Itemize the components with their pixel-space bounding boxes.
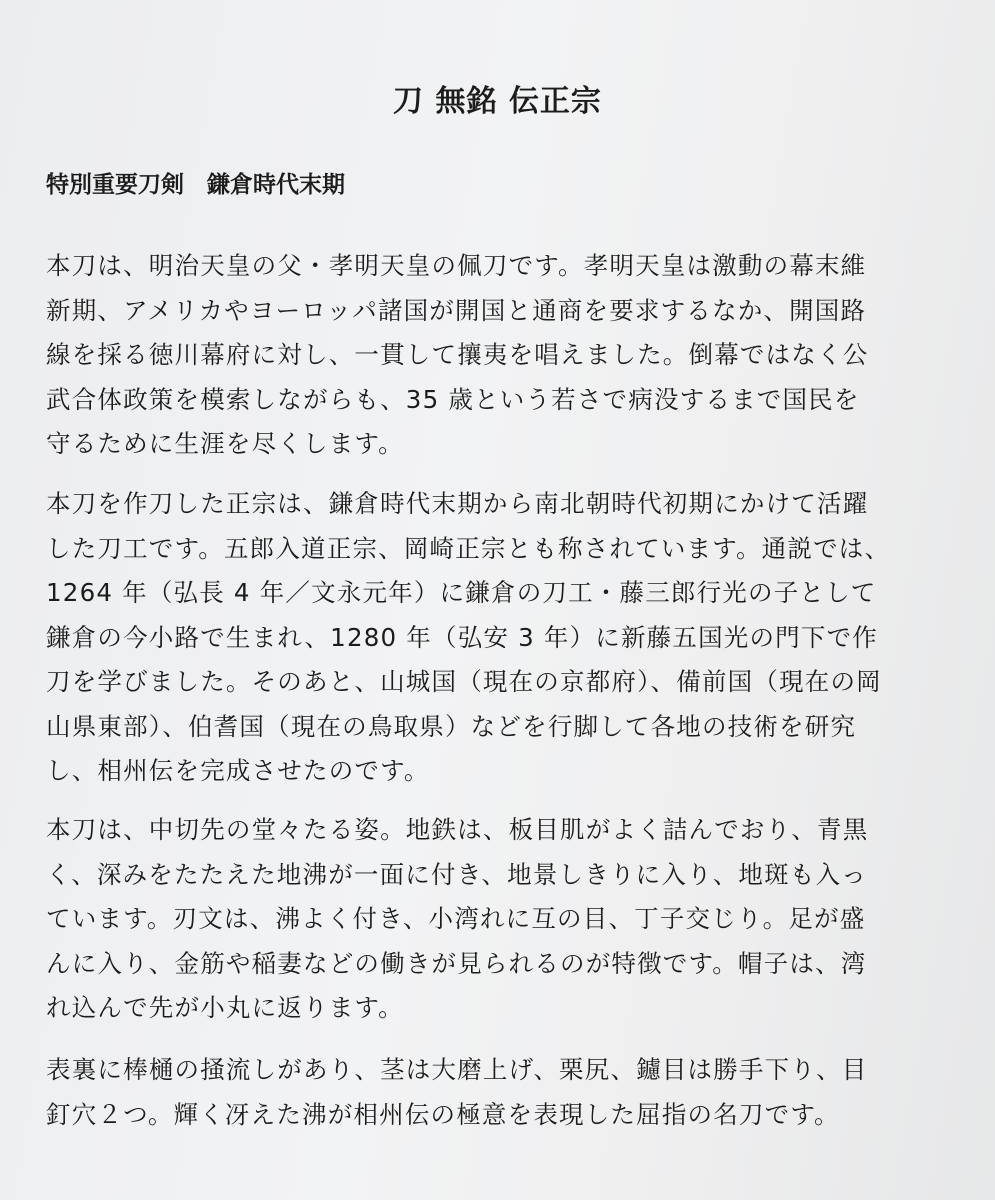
paragraph-line: 本刀は、中切先の堂々たる姿。地鉄は、板目肌がよく詰んでおり、青黒 [46, 815, 869, 844]
paragraph-line: 武合体政策を模索しながらも、35 歳という若さで病没するまで国民を [46, 384, 860, 414]
paragraph-1 [46, 244, 956, 467]
paragraph-line: 刀を学びました。そのあと、山城国（現在の京都府）、備前国（現在の岡 [46, 667, 882, 696]
paragraph-4 [46, 1048, 956, 1137]
paragraph-line: れ込んで先が小丸に返ります。 [46, 993, 404, 1022]
paragraph-line: 守るために生涯を尽くします。 [46, 429, 404, 458]
paragraph-3 [46, 808, 956, 1031]
document-subtitle: 特別重要刀剣 鎌倉時代末期 [46, 172, 345, 198]
paragraph-line: 本刀を作刀した正宗は、鎌倉時代末期から南北朝時代初期にかけて活躍 [46, 489, 869, 518]
paragraph-line: 新期、アメリカやヨーロッパ諸国が開国と通商を要求するなか、開国路 [46, 295, 867, 325]
paragraph-line: 山県東部）、伯耆国（現在の鳥取県）などを行脚して各地の技術を研究 [46, 711, 857, 741]
paragraph-line: ています。刃文は、沸よく付き、小湾れに互の目、丁子交じり。足が盛 [46, 904, 866, 933]
paragraph-2 [46, 482, 956, 794]
paragraph-line: し、相州伝を完成させたのです。 [46, 756, 430, 785]
paragraph-line: 鎌倉の今小路で生まれ、1280 年（弘安 3 年）に新藤五国光の門下で作 [46, 622, 878, 652]
paragraph-line: んに入り、金筋や稲妻などの働きが見られるのが特徴です。帽子は、湾 [46, 948, 867, 978]
paragraph-line: く、深みをたたえた地沸が一面に付き、地景しきりに入り、地斑も入っ [46, 859, 867, 889]
paragraph-line: 本刀は、明治天皇の父・孝明天皇の佩刀です。孝明天皇は激動の幕末維 [46, 251, 867, 280]
document-title: 刀 無銘 伝正宗 [393, 84, 602, 119]
paragraph-line: 表裏に棒樋の掻流しがあり、茎は大磨上げ、栗尻、鑢目は勝手下り、目 [46, 1055, 868, 1084]
paragraph-line: 1264 年（弘長 4 年／文永元年）に鎌倉の刀工・藤三郎行光の子として [46, 578, 877, 607]
paragraph-line: 線を採る徳川幕府に対し、一貫して攘夷を唱えました。倒幕ではなく公 [46, 340, 869, 369]
paragraph-line: した刀工です。五郎入道正宗、岡崎正宗とも称されています。通説では、 [46, 533, 891, 563]
paragraph-line: 釘穴２つ。輝く冴えた沸が相州伝の極意を表現した屈指の名刀です。 [46, 1099, 840, 1129]
